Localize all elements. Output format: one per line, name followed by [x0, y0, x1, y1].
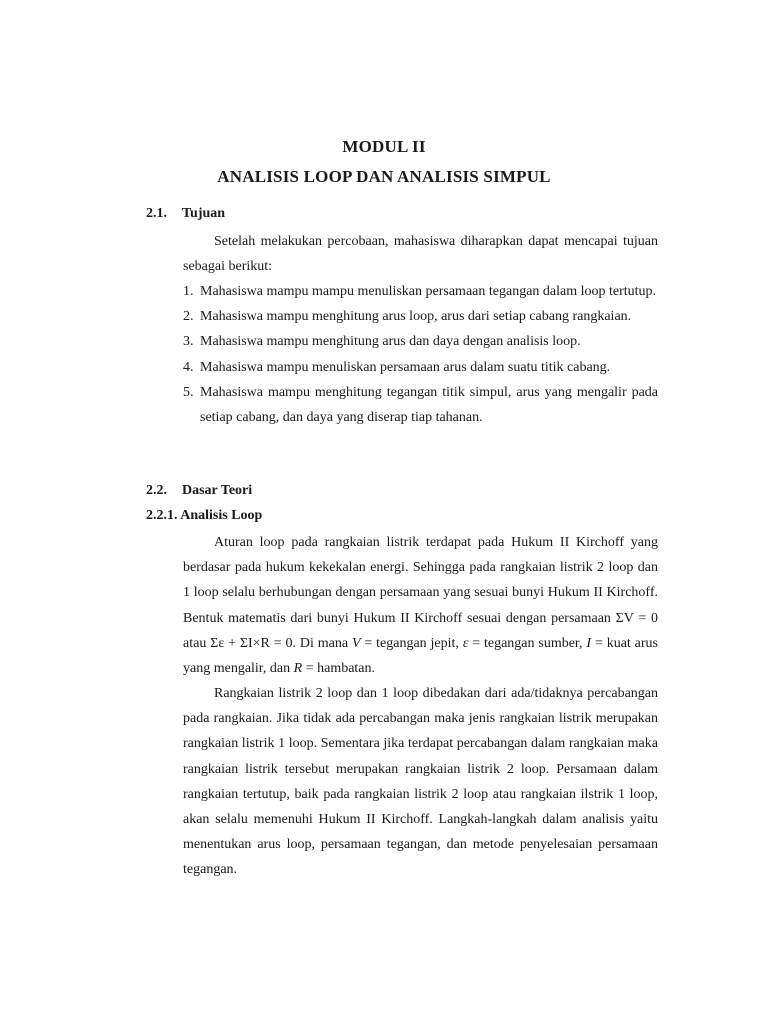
symbol-i: I [586, 635, 592, 651]
paragraph-text: Rangkaian listrik 2 loop dan 1 loop dibedakan dari ada/tidaknya percabangan pada rangkaian. Jika tidak ada percabangan maka jenis rangkaian listrik merupakan rangkaian listrik 1 loop. Sementara jika terdapat percabangan dalam rangkaian maka rangkaian listrik tersebut merupakan rangkaian listrik 2 loop. Persamaan dalam rangkaian tertutup, baik pada rangkaian listrik 2 loop atau rangkaian ilstrik 1 loop, akan selalu memenuhi Hukum II Kirchoff. Langkah-langkah dalam analisis yaitu menentukan arus loop, persamaan tegangan, dan metode penyelesaian persamaan tegangan. [183, 686, 658, 878]
module-subtitle: ANALISIS LOOP DAN ANALISIS SIMPUL [217, 167, 551, 186]
objective-intro-text: Setelah melakukan percobaan, mahasiswa diharapkan dapat mencapai tujuan sebagai berikut: [183, 234, 658, 275]
list-item [183, 355, 658, 380]
list-item-text: Mahasiswa mampu menghitung arus loop, arus dari setiap cabang rangkaian. [200, 309, 632, 325]
paragraph-text: = tegangan sumber, [468, 635, 587, 651]
list-number: 1. [183, 284, 194, 299]
paragraph-text: = hambatan. [302, 661, 376, 677]
list-item [183, 304, 658, 329]
module-title: MODUL II [342, 137, 426, 156]
list-number: 3. [183, 334, 194, 350]
list-item-text: Mahasiswa mampu menghitung tegangan titik simpul, arus yang mengalir pada setiap cabang, dan daya yang diserap tiap tahanan. [200, 384, 658, 426]
list-item-text: Mahasiswa mampu menghitung arus dan daya dengan analisis loop. [200, 334, 581, 350]
section-title: Tujuan [182, 206, 226, 221]
list-item-text: Mahasiswa mampu menuliskan persamaan arus dalam suatu titik cabang. [200, 359, 611, 375]
paragraph-loop-types [183, 681, 658, 883]
symbol-v: V [351, 635, 361, 651]
list-number: 5. [183, 384, 194, 400]
paragraph-loop-rule [183, 530, 658, 681]
paragraph-text: = kuat arus yang mengalir, dan [183, 635, 659, 677]
symbol-epsilon: ε [462, 635, 469, 651]
section-number: 2.2.1. [146, 508, 178, 523]
list-item-text: Mahasiswa mampu mampu menuliskan persamaan tegangan dalam loop tertutup. [200, 284, 657, 299]
list-item [183, 380, 658, 430]
section-number: 2.1. [146, 206, 167, 221]
section-title: Analisis Loop [180, 508, 263, 523]
section-number: 2.2. [146, 483, 167, 498]
list-number: 4. [183, 359, 194, 375]
section-heading-2-2-1 [146, 508, 262, 524]
section-heading-2-1 [146, 206, 225, 222]
objective-intro [183, 229, 658, 279]
list-item [183, 329, 658, 354]
paragraph-text: = tegangan jepit, [360, 635, 463, 651]
list-number: 2. [183, 309, 194, 325]
paragraph-text: Aturan loop pada rangkaian listrik terdapat pada Hukum II Kirchoff yang berdasar pada hukum kekekalan energi. Sehingga pada rangkaian listrik 2 loop dan 1 loop selalu berhubungan dengan persamaan yang sesuai bunyi Hukum II Kirchoff. Bentuk matematis dari bunyi Hukum II Kirchoff sesuai dengan persamaan ΣV = 0 atau Σε + ΣI×R = 0. Di mana [183, 535, 658, 651]
symbol-r: R [293, 661, 303, 677]
list-item [183, 279, 658, 304]
section-heading-2-2 [146, 483, 252, 499]
section-title: Dasar Teori [182, 483, 253, 498]
objectives-list [183, 279, 658, 430]
